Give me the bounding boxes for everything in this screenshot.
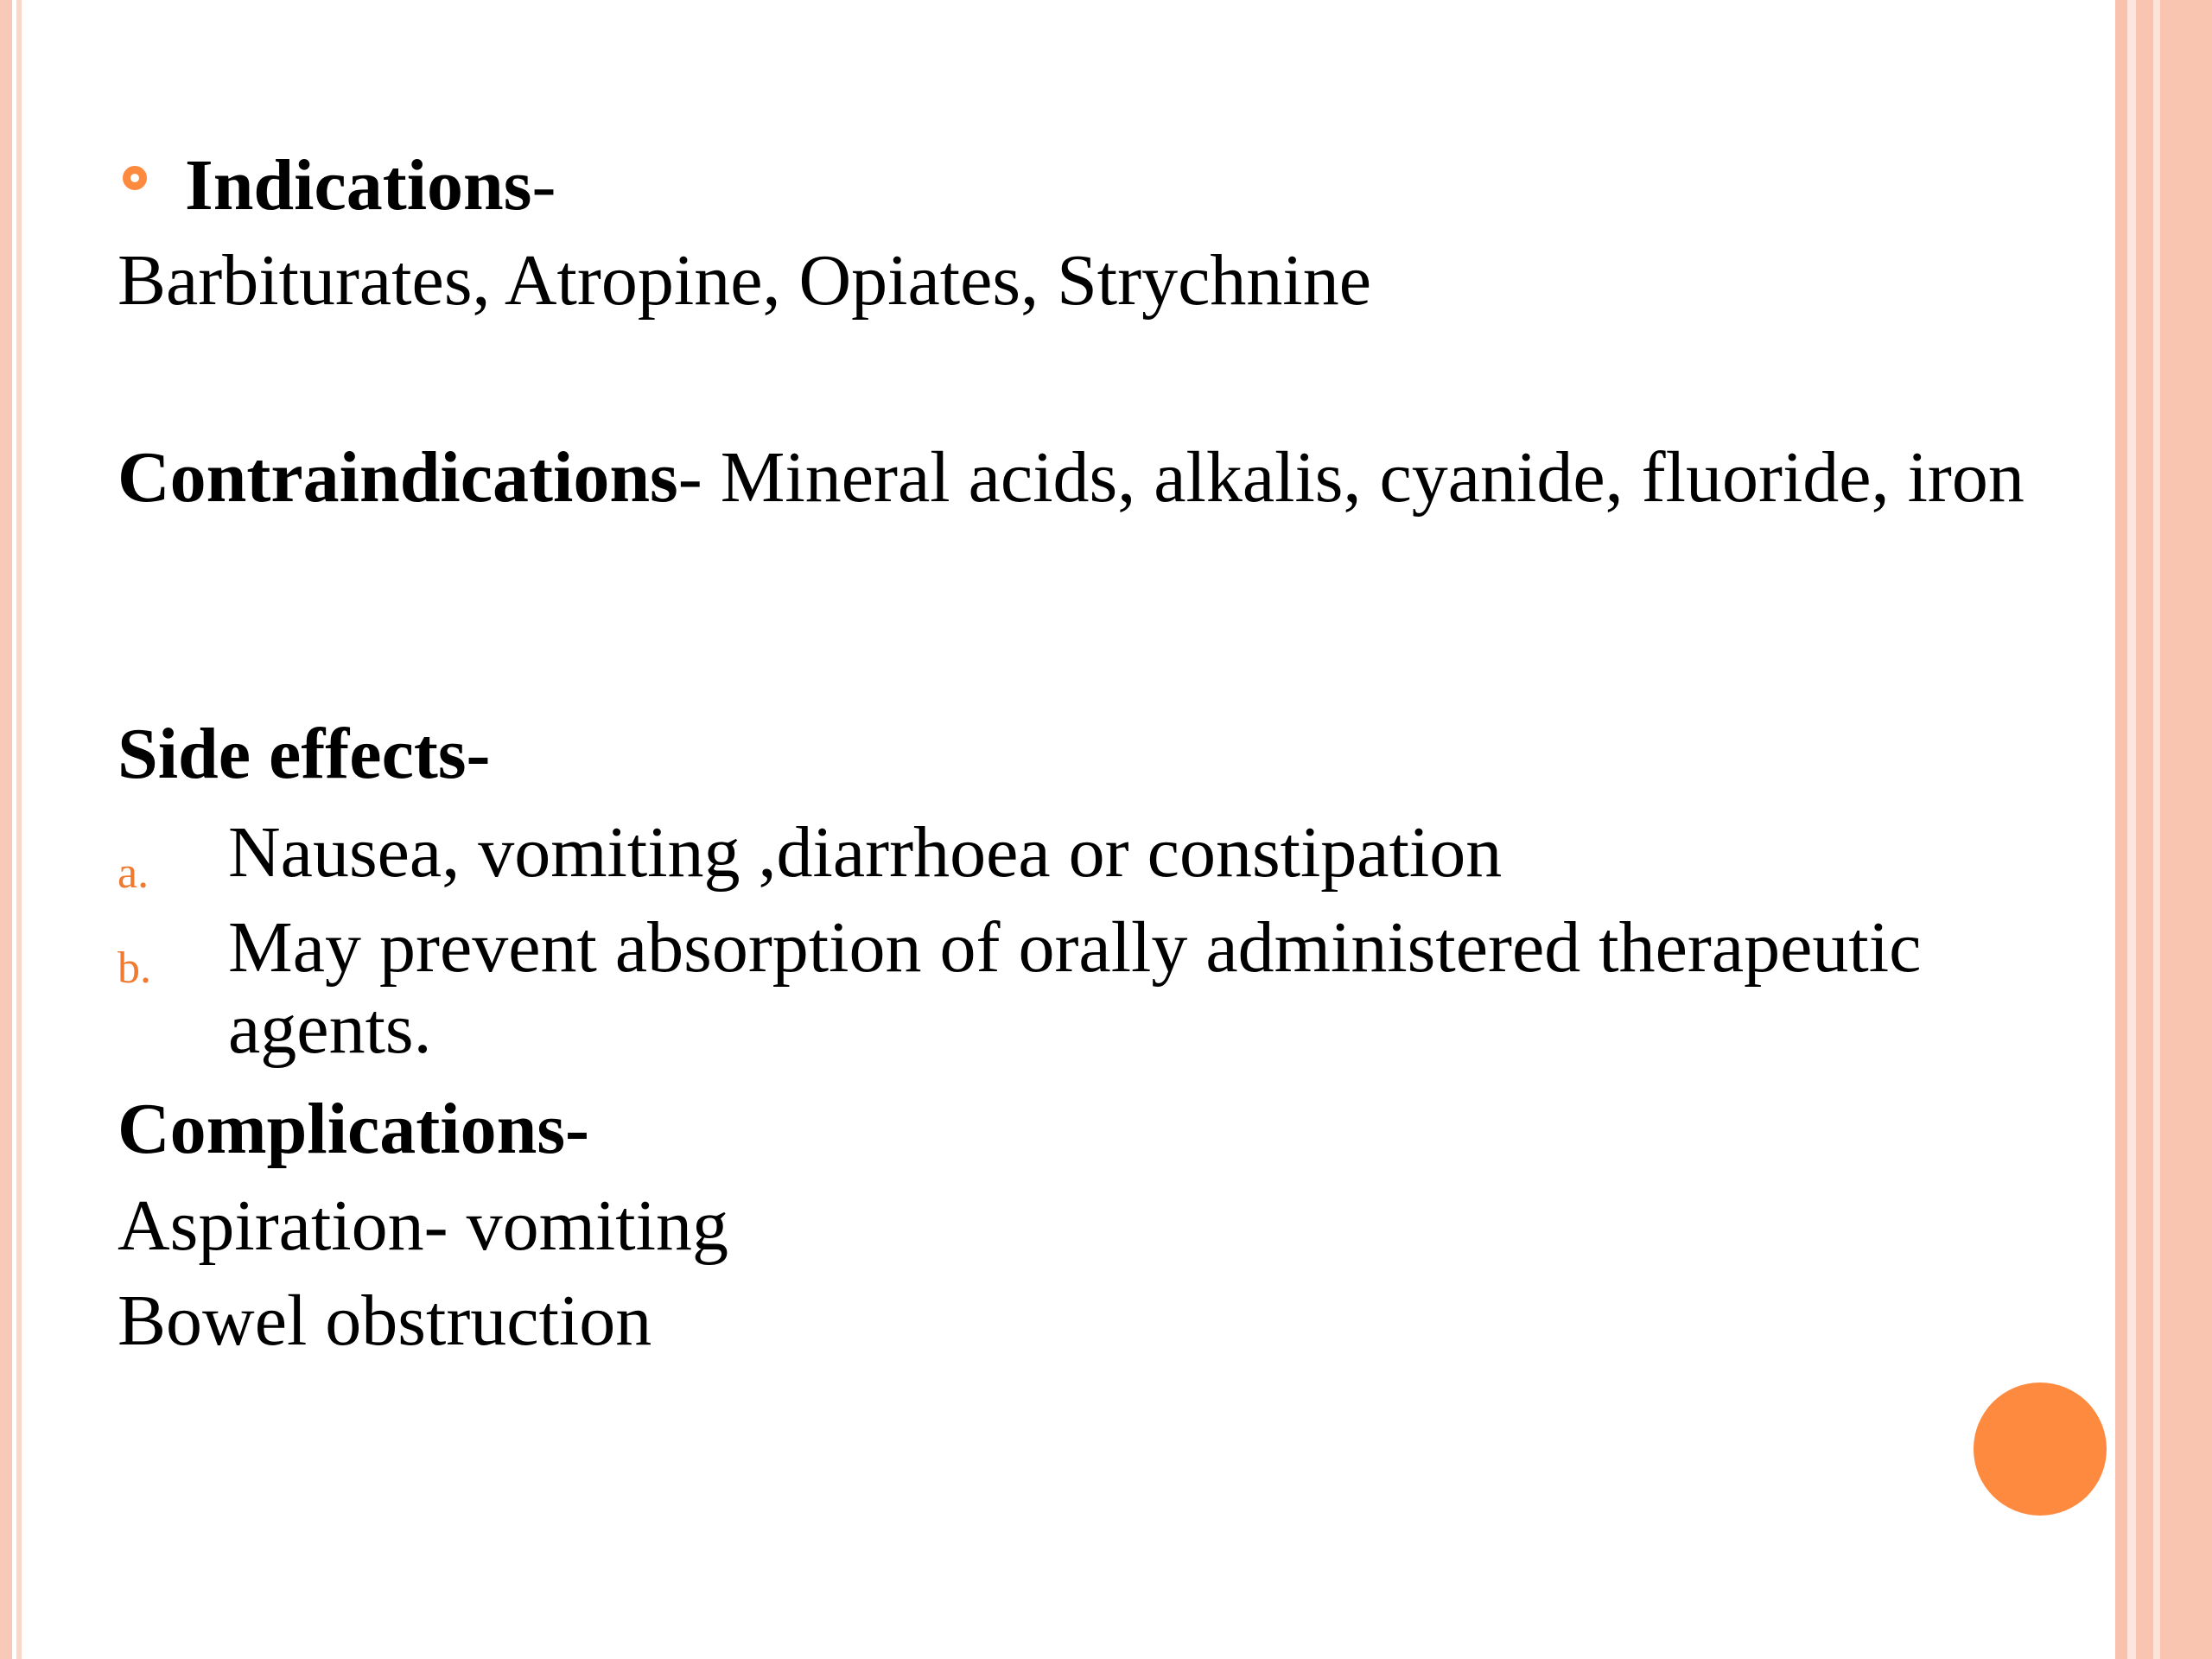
contraindications-heading: Contraindications [118, 437, 678, 518]
right-border-gap [2127, 0, 2136, 1659]
side-effects-heading: Side effects- [118, 714, 491, 794]
left-border-stripe-inner [16, 0, 22, 1659]
side-effect-text: May prevent absorption of orally administered therapeutic agents. [228, 907, 1922, 1069]
left-border-stripe [0, 0, 12, 1659]
contraindications-text: - Mineral acids, alkalis, cyanide, fluoride, iron [677, 437, 2024, 518]
indications-heading-line [185, 145, 556, 226]
ring-bullet-icon [123, 166, 147, 190]
complication-item: Bowel obstruction [118, 1281, 652, 1361]
side-effect-text: Nausea, vomiting ,diarrhoea or constipation [228, 812, 1503, 893]
list-marker: b. [118, 944, 151, 993]
complication-item: Aspiration- vomiting [118, 1185, 728, 1266]
accent-circle [1974, 1382, 2107, 1516]
complications-heading: Complications- [118, 1089, 589, 1169]
right-border-stripe [2115, 0, 2127, 1659]
right-border-band [2136, 0, 2212, 1659]
contraindications-paragraph [118, 437, 2036, 518]
right-border-band-inner [2153, 0, 2160, 1659]
list-marker: a. [118, 849, 149, 898]
indications-heading: Indications [185, 145, 532, 226]
indications-heading-suffix: - [531, 145, 556, 226]
indications-text: Barbiturates, Atropine, Opiates, Strychnine [118, 240, 1372, 321]
